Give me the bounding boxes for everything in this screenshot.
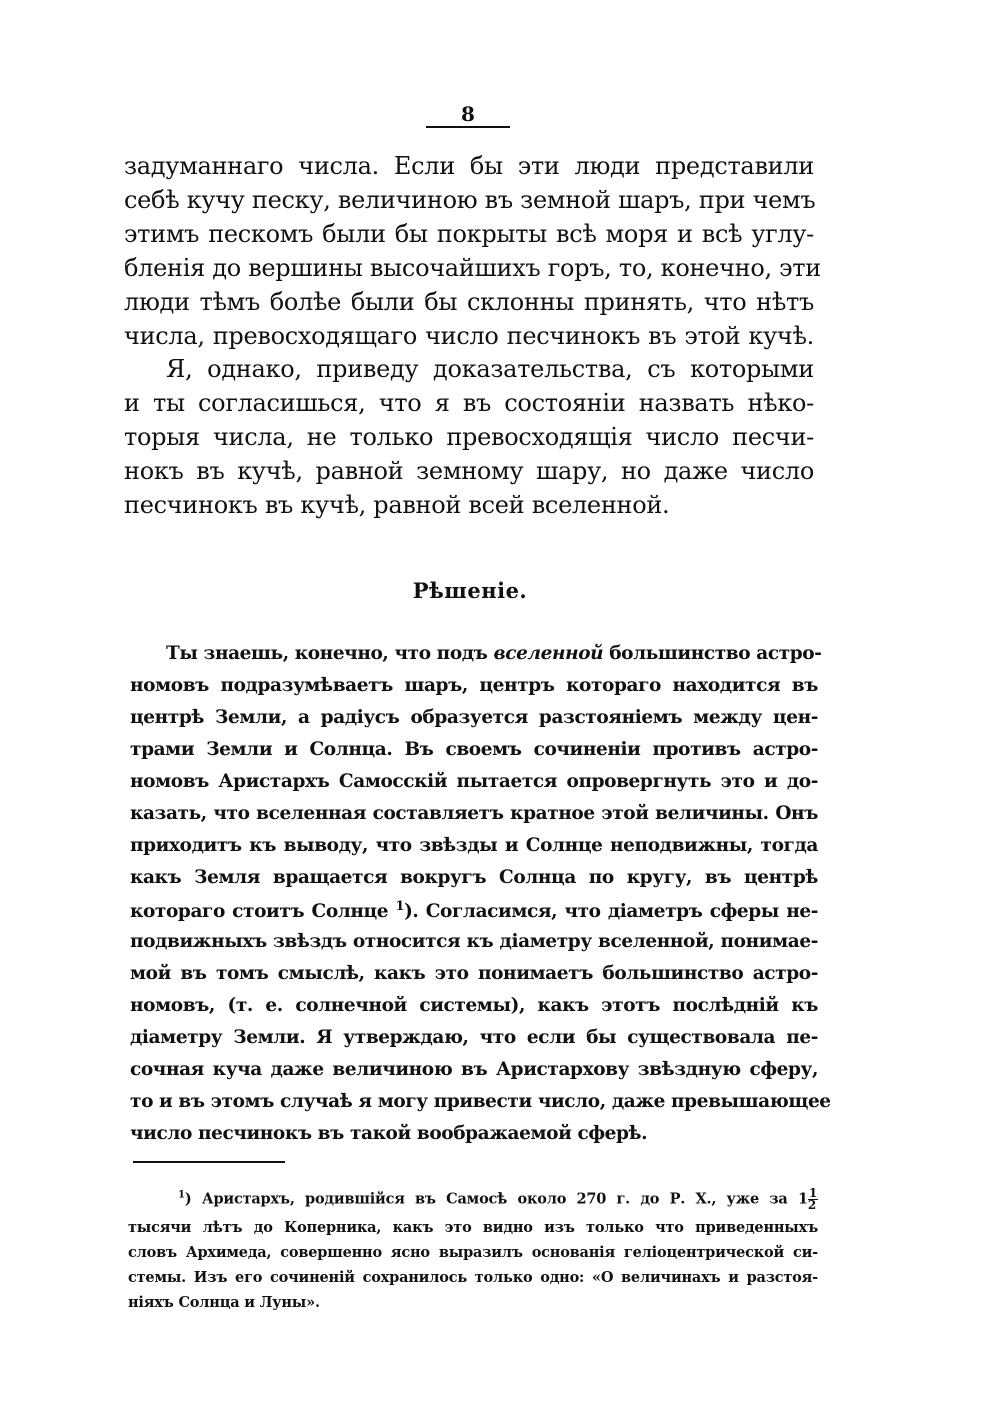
text-line: и ты согласишься, что я въ состоянiи назвать нѣко-: [124, 389, 814, 417]
text-line: число песчинокъ въ такой воображаемой сферѣ.: [130, 1123, 648, 1144]
footnote-reference: 1: [395, 899, 405, 914]
text-line: песчинокъ въ кучѣ, равной всей вселенной.: [124, 491, 670, 519]
footnote-line: словъ Архимеда, совершенно ясно выразилъ основанiя гелiоцентрической си-: [128, 1244, 818, 1261]
footnote-marker: 1: [178, 1188, 185, 1201]
text-line: сочная куча даже величиною въ Аристархову звѣздную сферу,: [130, 1059, 818, 1080]
text-line: мой въ томъ смыслѣ, какъ это понимаетъ большинство астро-: [130, 963, 818, 984]
text-line: казать, что вселенная составляетъ кратное этой величины. Онъ: [130, 803, 818, 824]
text-line: люди тѣмъ болѣе были бы склонны принять, что нѣтъ: [124, 288, 814, 316]
footnote-line: тысячи лѣтъ до Коперника, какъ это видно изъ только что приведенныхъ: [128, 1219, 818, 1236]
text-line: то и въ этомъ случаѣ я могу привести число, даже превышающее: [130, 1091, 831, 1112]
text-line: приходитъ къ выводу, что звѣзды и Солнце неподвижны, тогда: [130, 835, 818, 856]
text-line: номовъ подразумѣваетъ шаръ, центръ котораго находится въ: [130, 675, 818, 696]
text-line: этимъ пескомъ были бы покрыты всѣ моря и всѣ углу-: [124, 220, 814, 248]
footnote-line: стемы. Изъ его сочиненiй сохранилось только одно: «О величинахъ и разстоя-: [128, 1269, 818, 1286]
page-number-rule: [426, 126, 510, 128]
text-line: трами Земли и Солнца. Въ своемъ сочиненiи противъ астро-: [130, 739, 818, 760]
text-line: котораго стоитъ Солнце $^1$). Согласимся, что дiаметръ сферы не-: [130, 899, 818, 923]
fraction: $\frac{1}{2}$: [807, 1186, 817, 1212]
footnote-line: нiяхъ Солнца и Луны».: [128, 1294, 320, 1311]
text-line: Я, однако, приведу доказательства, съ которыми: [166, 355, 814, 383]
text-line: числа, превосходящаго число песчинокъ въ этой кучѣ.: [124, 322, 814, 350]
text-line: торыя числа, не только превосходящiя число песчи-: [124, 423, 814, 451]
text-line: Ты знаешь, конечно, что подъ вселенной большинство астро-: [166, 643, 822, 664]
text-line: центрѣ Земли, а радiусъ образуется разстоянiемъ между цен-: [130, 707, 818, 728]
text-line: бленiя до вершины высочайшихъ горъ, то, конечно, эти: [124, 254, 821, 282]
text-line: дiаметру Земли. Я утверждаю, что если бы существовала пе-: [130, 1027, 818, 1048]
section-heading: Рѣшенiе.: [412, 578, 528, 603]
text-line: какъ Земля вращается вокругъ Солнца по кругу, въ центрѣ: [130, 867, 818, 888]
page-number: 8: [461, 102, 475, 126]
text-line: себѣ кучу песку, величиною въ земной шаръ, при чемъ: [124, 186, 816, 214]
text-line: номовъ Аристархъ Самосскiй пытается опровергнуть это и до-: [130, 771, 818, 792]
text-line: номовъ, (т. е. солнечной системы), какъ этотъ послѣднiй къ: [130, 995, 818, 1016]
footnote-divider: [133, 1161, 285, 1163]
text-line: нокъ въ кучѣ, равной земному шару, но даже число: [124, 457, 814, 485]
text-line: задуманнаго числа. Если бы эти люди представили: [124, 152, 814, 180]
text-line: подвижныхъ звѣздъ относится къ дiаметру вселенной, понимае-: [130, 931, 818, 952]
footnote-line: $^1$) Аристархъ, родившiйся въ Самосѣ около 270 г. до Р. Х., уже за 1 $\frac{1}{2}$: [178, 1186, 817, 1212]
